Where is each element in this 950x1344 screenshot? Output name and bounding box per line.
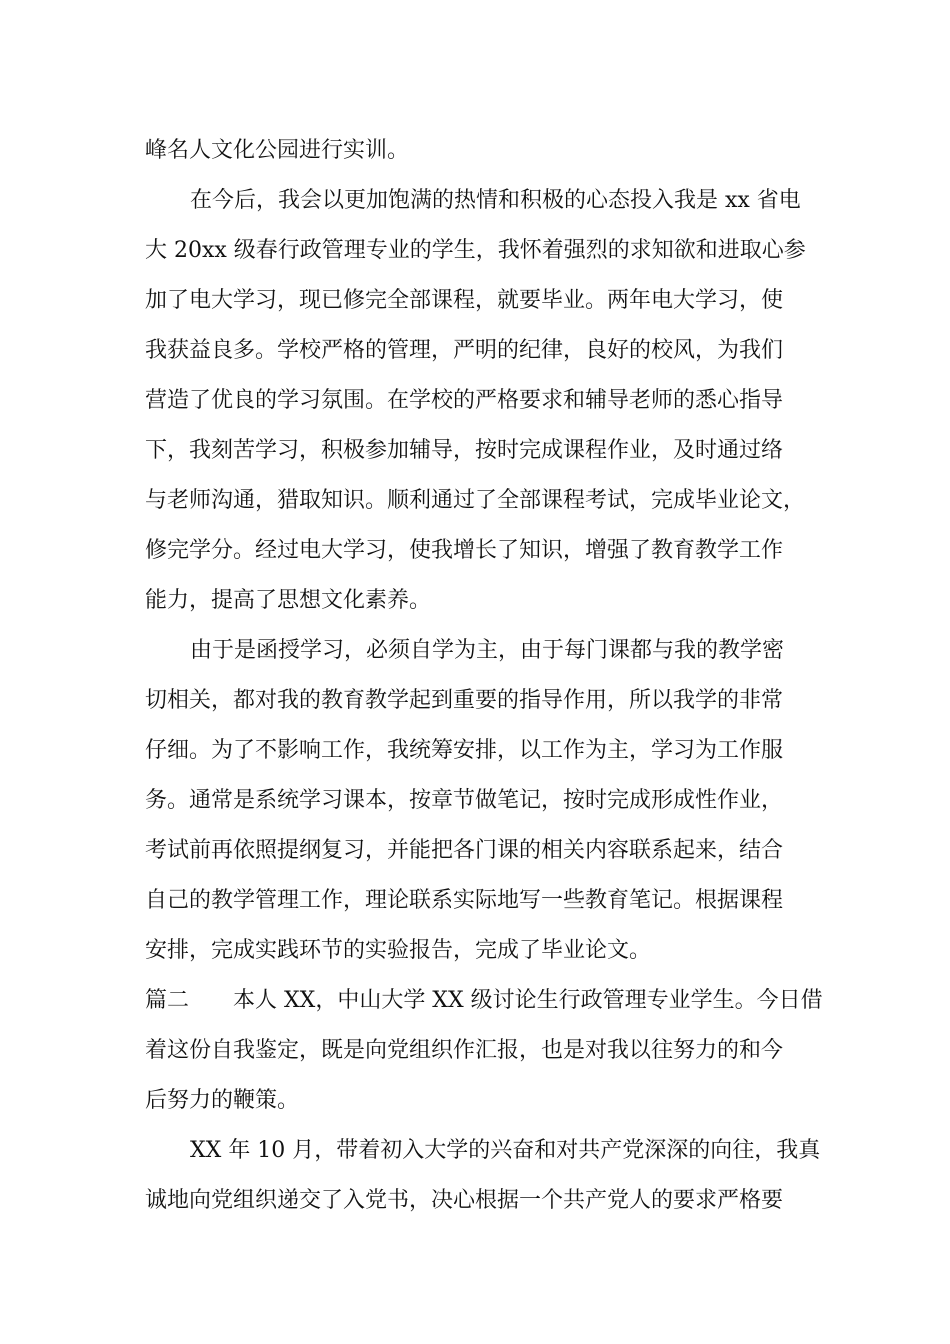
- text-line: 在今后，我会以更加饱满的热情和积极的心态投入我是 xx 省电: [190, 188, 801, 213]
- text-line: 篇二 本人 XX，中山大学 XX 级讨论生行政管理专业学生。今日借: [145, 988, 823, 1013]
- text-line: 下，我刻苦学习，积极参加辅导，按时完成课程作业，及时通过络: [145, 438, 784, 463]
- text-line: 大 20xx 级春行政管理专业的学生，我怀着强烈的求知欲和进取心参: [145, 238, 806, 263]
- text-line: 与老师沟通，猎取知识。顺利通过了全部课程考试，完成毕业论文，: [145, 488, 806, 513]
- text-line: 能力，提高了思想文化素养。: [145, 588, 432, 613]
- text-line: 修完学分。经过电大学习，使我增长了知识，增强了教育教学工作: [145, 538, 784, 563]
- text-line: 仔细。为了不影响工作，我统筹安排，以工作为主，学习为工作服: [145, 738, 784, 763]
- text-line: 营造了优良的学习氛围。在学校的严格要求和辅导老师的悉心指导: [145, 388, 784, 413]
- text-line: 务。通常是系统学习课本，按章节做笔记，按时完成形成性作业，: [145, 788, 784, 813]
- text-line: 自己的教学管理工作，理论联系实际地写一些教育笔记。根据课程: [145, 888, 784, 913]
- text-line: 考试前再依照提纲复习，并能把各门课的相关内容联系起来，结合: [145, 838, 784, 863]
- text-line: 由于是函授学习，必须自学为主，由于每门课都与我的教学密: [190, 638, 785, 663]
- text-line: 诚地向党组织递交了入党书，决心根据一个共产党人的要求严格要: [145, 1188, 784, 1213]
- text-line: 安排，完成实践环节的实验报告，完成了毕业论文。: [145, 938, 652, 963]
- text-line: 峰名人文化公园进行实训。: [145, 138, 410, 163]
- text-line: 我获益良多。学校严格的管理，严明的纪律，良好的校风，为我们: [145, 338, 784, 363]
- text-line: 加了电大学习，现已修完全部课程，就要毕业。两年电大学习，使: [145, 288, 784, 313]
- text-line: XX 年 10 月，带着初入大学的兴奋和对共产党深深的向往，我真: [190, 1138, 821, 1163]
- text-line: 着这份自我鉴定，既是向党组织作汇报，也是对我以往努力的和今: [145, 1038, 784, 1063]
- text-line: 切相关，都对我的教育教学起到重要的指导作用，所以我学的非常: [145, 688, 784, 713]
- text-line: 后努力的鞭策。: [145, 1088, 300, 1113]
